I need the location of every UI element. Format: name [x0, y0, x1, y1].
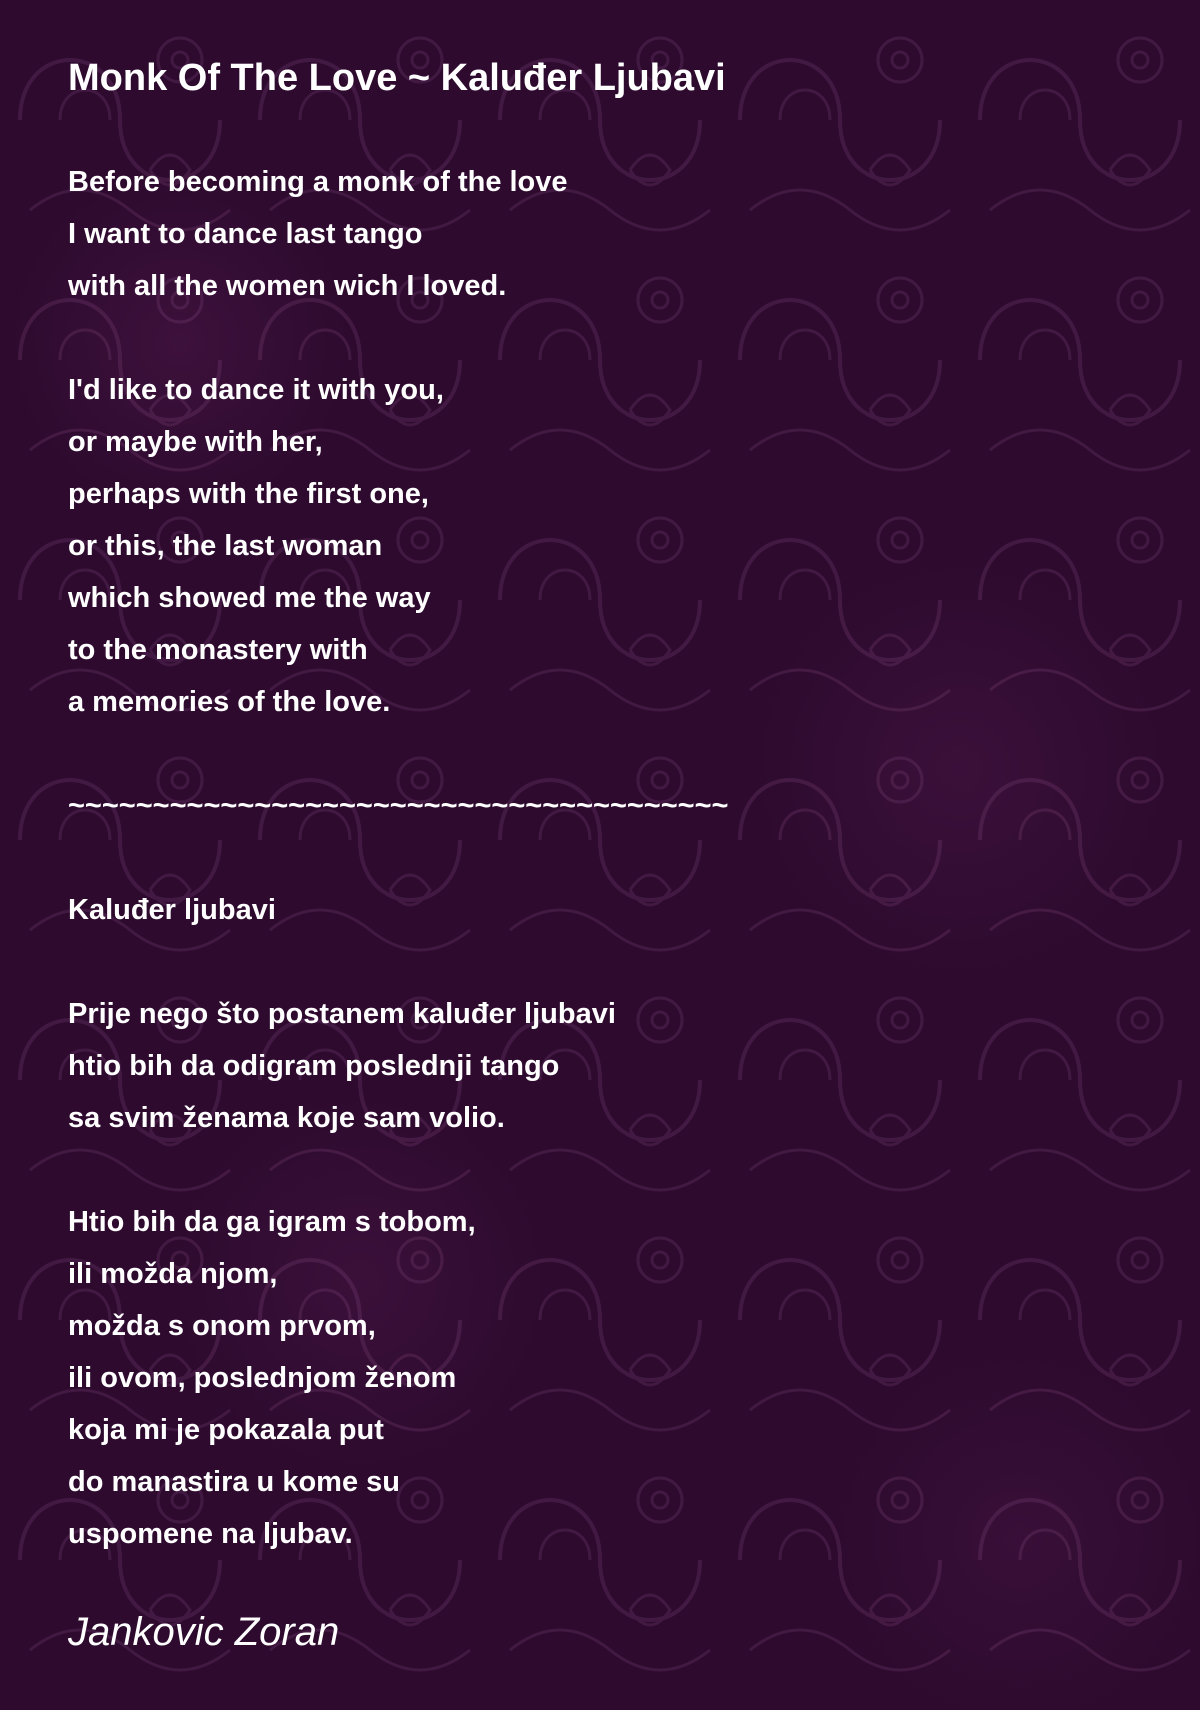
poem-line: Kaluđer ljubavi — [68, 894, 276, 926]
poem-line: perhaps with the first one, — [68, 478, 429, 510]
poem-line: ~~~~~~~~~~~~~~~~~~~~~~~~~~~~~~~~~~~~~~~ — [68, 790, 729, 822]
stanza-break — [68, 832, 1148, 884]
poem-line: Before becoming a monk of the love — [68, 166, 568, 198]
poem-line: a memories of the love. — [68, 686, 391, 718]
poem-line: do manastira u kome su — [68, 1466, 400, 1498]
stanza-break — [68, 312, 1148, 364]
poem-body — [68, 156, 1148, 1560]
poem-container — [68, 48, 1148, 1560]
poem-line: možda s onom prvom, — [68, 1310, 376, 1342]
stanza-break — [68, 728, 1148, 780]
poem-line: which showed me the way — [68, 582, 431, 614]
poem-line: I want to dance last tango — [68, 218, 423, 250]
poem-author: Jankovic Zoran — [68, 1610, 340, 1654]
poem-line: Htio bih da ga igram s tobom, — [68, 1206, 476, 1238]
poem-line: or this, the last woman — [68, 530, 383, 562]
poem-line: with all the women wich I loved. — [68, 270, 507, 302]
stanza-break — [68, 1144, 1148, 1196]
poem-line: koja mi je pokazala put — [68, 1414, 384, 1446]
poem-line: htio bih da odigram poslednji tango — [68, 1050, 560, 1082]
poem-line: ili ovom, poslednjom ženom — [68, 1362, 457, 1394]
poem-line: I'd like to dance it with you, — [68, 374, 444, 406]
poem-title: Monk Of The Love ~ Kaluđer Ljubavi — [68, 57, 726, 99]
stanza-break — [68, 936, 1148, 988]
poem-line: or maybe with her, — [68, 426, 323, 458]
poem-line: to the monastery with — [68, 634, 368, 666]
poem-line: ili možda njom, — [68, 1258, 278, 1290]
poem-line: uspomene na ljubav. — [68, 1518, 353, 1550]
poem-line: Prije nego što postanem kaluđer ljubavi — [68, 998, 616, 1030]
poem-line: sa svim ženama koje sam volio. — [68, 1102, 505, 1134]
